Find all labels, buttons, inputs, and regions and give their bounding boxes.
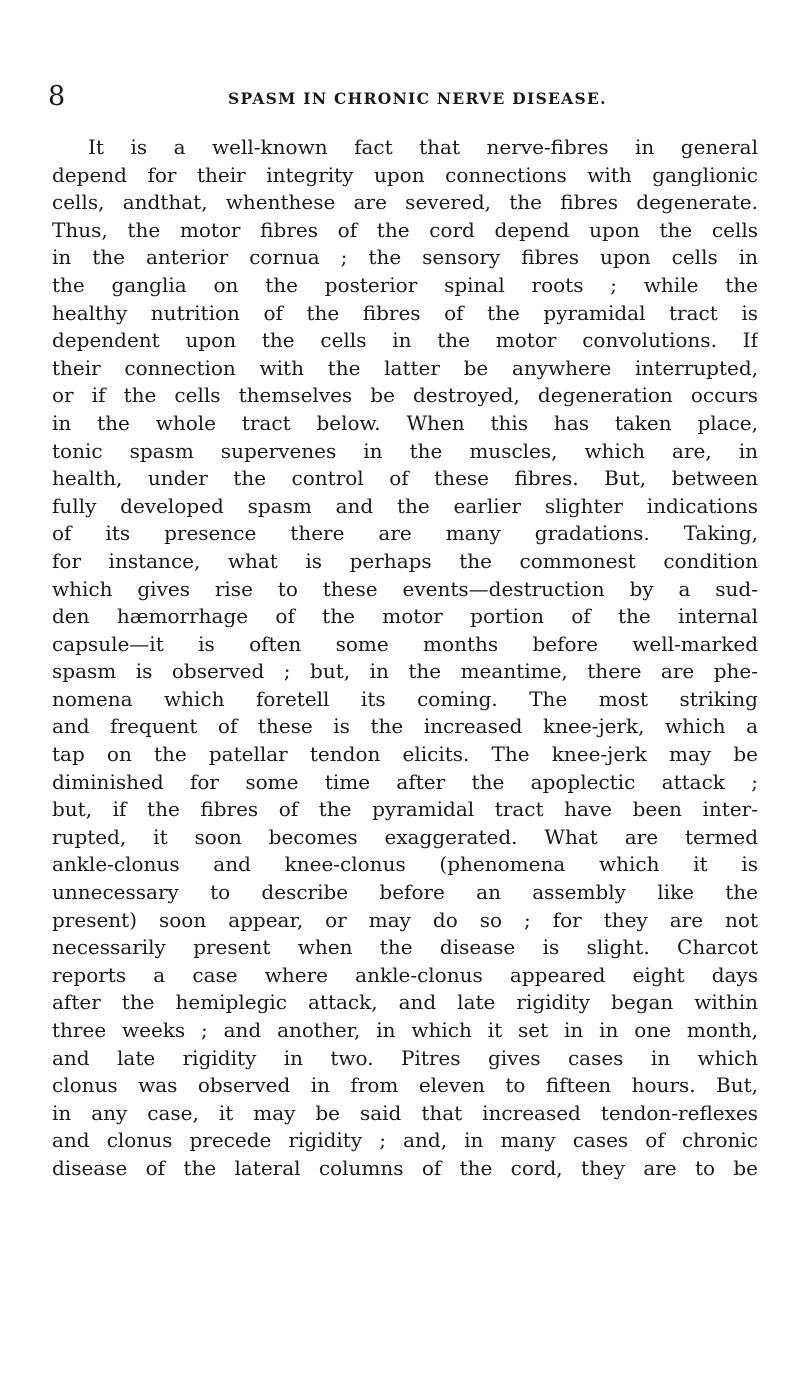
text-line: capsule—it is often some months before well-marked — [52, 631, 758, 656]
text-line: den hæmorrhage of the motor portion of the internal — [52, 604, 758, 629]
text-line: unnecessary to describe before an assembly like the — [52, 880, 758, 905]
text-line: It is a well-known fact that nerve-fibres in general — [88, 135, 758, 159]
page-number: 8 — [48, 81, 66, 112]
text-line: in the anterior cornua ; the sensory fibres upon cells in — [52, 245, 758, 270]
text-line: rupted, it soon becomes exaggerated. What are termed — [52, 824, 758, 849]
running-head: SPASM IN CHRONIC NERVE DISEASE. — [228, 89, 607, 108]
text-line: nomena which foretell its coming. The most striking — [52, 686, 758, 711]
text-line: reports a case where ankle-clonus appeared eight days — [52, 962, 758, 987]
text-line: the ganglia on the posterior spinal roots ; while the — [52, 272, 758, 297]
text-line: fully developed spasm and the earlier slighter indications — [52, 493, 758, 518]
text-line: and clonus precede rigidity ; and, in many cases of chronic — [52, 1128, 758, 1153]
text-line: disease of the lateral columns of the cord, they are to be — [52, 1155, 758, 1180]
text-line: depend for their integrity upon connections with ganglionic — [52, 162, 758, 187]
text-line: diminished for some time after the apoplectic attack ; — [52, 769, 758, 794]
text-line: in the whole tract below. When this has taken place, — [52, 410, 758, 435]
text-line: which gives rise to these events—destruction by a sud- — [52, 576, 758, 601]
text-line: dependent upon the cells in the motor convolutions. If — [52, 328, 758, 353]
text-line: but, if the fibres of the pyramidal tract have been inter- — [52, 797, 758, 822]
text-line: for instance, what is perhaps the commonest condition — [52, 548, 758, 573]
text-line: present) soon appear, or may do so ; for they are not — [52, 907, 758, 932]
text-line: spasm is observed ; but, in the meantime, there are phe- — [52, 659, 758, 684]
text-line: clonus was observed in from eleven to fifteen hours. But, — [52, 1073, 758, 1098]
text-line: healthy nutrition of the fibres of the pyramidal tract is — [52, 300, 758, 325]
text-line: Thus, the motor fibres of the cord depend upon the cells — [52, 217, 758, 242]
text-line: and frequent of these is the increased knee-jerk, which a — [52, 714, 758, 739]
text-line: and late rigidity in two. Pitres gives cases in which — [52, 1045, 758, 1070]
text-line: tonic spasm supervenes in the muscles, which are, in — [52, 438, 758, 463]
text-line: their connection with the latter be anywhere interrupted, — [52, 355, 758, 380]
text-line: or if the cells themselves be destroyed, degeneration occurs — [52, 383, 758, 408]
text-line: in any case, it may be said that increased tendon-reflexes — [52, 1100, 758, 1125]
body-paragraph — [52, 134, 758, 1183]
text-line: necessarily present when the disease is slight. Charcot — [52, 935, 758, 960]
text-line: cells, andthat, whenthese are severed, the fibres degenerate. — [52, 190, 758, 215]
text-line: three weeks ; and another, in which it set in in one month, — [52, 1018, 758, 1042]
text-line: tap on the patellar tendon elicits. The knee-jerk may be — [52, 742, 758, 767]
text-line: of its presence there are many gradations. Taking, — [52, 521, 758, 546]
text-line: after the hemiplegic attack, and late rigidity began within — [52, 990, 758, 1015]
text-line: ankle-clonus and knee-clonus (phenomena which it is — [52, 852, 758, 877]
page-header — [0, 82, 800, 112]
text-line: health, under the control of these fibres. But, between — [52, 466, 758, 491]
